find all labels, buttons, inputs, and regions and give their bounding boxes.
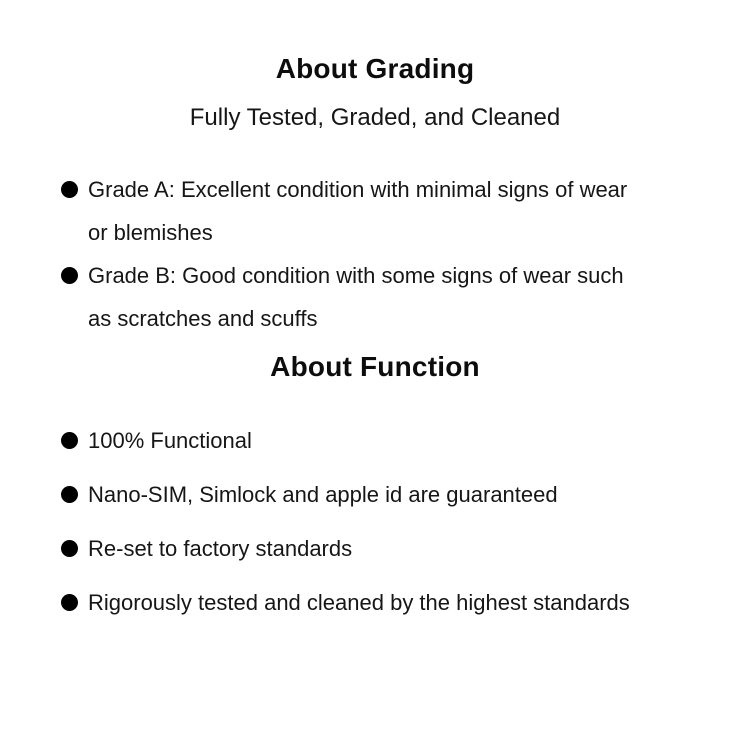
list-item xyxy=(61,474,710,516)
bullet-icon xyxy=(61,594,78,611)
grading-bullet-grade-b: Grade B: Good condition with some signs of wear such as scratches and scuffs xyxy=(88,263,624,331)
bullet-icon xyxy=(61,432,78,449)
grading-bullet-list xyxy=(0,168,750,340)
function-section-title: About Function xyxy=(270,351,480,382)
bullet-icon xyxy=(61,267,78,284)
bullet-icon xyxy=(61,540,78,557)
list-item xyxy=(61,254,710,340)
list-item xyxy=(61,582,710,624)
list-item xyxy=(61,168,710,254)
bullet-icon xyxy=(61,486,78,503)
function-bullet-list xyxy=(0,420,750,624)
function-bullet-functional: 100% Functional xyxy=(88,428,252,453)
function-bullet-reset: Re-set to factory standards xyxy=(88,536,353,561)
list-item xyxy=(61,528,710,570)
grading-bullet-grade-a: Grade A: Excellent condition with minimal signs of wear or blemishes xyxy=(88,177,628,245)
grading-section-subtitle: Fully Tested, Graded, and Cleaned xyxy=(189,104,561,131)
function-bullet-tested: Rigorously tested and cleaned by the highest standards xyxy=(88,590,630,615)
list-item xyxy=(61,420,710,462)
function-bullet-sim: Nano-SIM, Simlock and apple id are guaranteed xyxy=(88,482,558,507)
bullet-icon xyxy=(61,181,78,198)
grading-section-title: About Grading xyxy=(275,53,475,84)
